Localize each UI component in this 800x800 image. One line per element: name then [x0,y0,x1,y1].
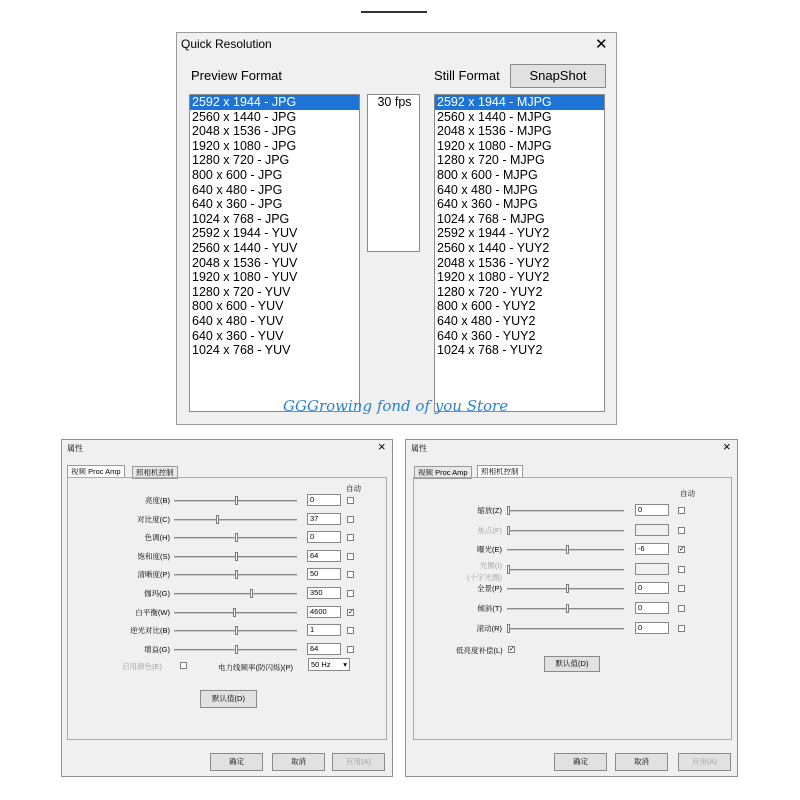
preview-format-option[interactable]: 1024 x 768 - JPG [192,211,290,226]
still-format-option[interactable]: 2048 x 1536 - YUY2 [437,255,550,270]
setting-value-field [635,524,669,536]
auto-checkbox[interactable]: ✓ [679,546,685,554]
preview-format-option[interactable]: 800 x 600 - JPG [192,167,283,182]
fps-list[interactable] [367,94,420,252]
top-divider-bar [361,11,427,13]
powerline-label: 电力线频率(防闪烁)(P) [218,663,293,672]
preview-format-option[interactable]: 640 x 360 - YUV [192,328,284,343]
still-format-label: Still Format [434,68,500,83]
tab-video-proc-amp[interactable]: 视频 Proc Amp [67,465,125,478]
setting-label: 亮度(B) [145,496,170,505]
setting-label: 滚动(R) [476,623,502,633]
store-watermark: GGGrowing fond of you Store [283,397,509,415]
preview-format-option[interactable]: 640 x 360 - JPG [192,197,283,212]
auto-checkbox[interactable] [347,571,354,578]
ok-button[interactable]: 确定 [554,753,607,771]
auto-checkbox[interactable] [678,507,685,514]
still-format-option[interactable]: 2592 x 1944 - YUY2 [437,226,550,241]
setting-label: 全景(P) [477,584,502,594]
auto-checkbox[interactable] [347,534,354,541]
tab-camera-control[interactable]: 照相机控制 [132,466,178,479]
preview-format-option[interactable]: 1280 x 720 - YUV [192,284,291,299]
setting-slider-thumb[interactable] [566,604,569,613]
auto-checkbox[interactable] [678,605,685,612]
still-format-option[interactable]: 1920 x 1080 - YUY2 [437,270,550,285]
close-icon[interactable]: × [723,439,731,454]
still-format-option[interactable]: 800 x 600 - YUY2 [437,299,536,314]
setting-slider-thumb[interactable] [507,624,510,633]
still-format-option[interactable]: 640 x 360 - MJPG [437,197,538,212]
auto-checkbox[interactable] [678,585,685,592]
preview-format-option[interactable]: 640 x 480 - JPG [192,182,283,197]
setting-slider-track [507,569,624,571]
setting-label: 白平衡(W) [135,607,170,617]
dialog-title: 属性 [411,444,427,453]
still-format-option[interactable]: 2560 x 1440 - MJPG [437,109,552,124]
still-format-option[interactable]: 1280 x 720 - YUY2 [437,284,543,299]
close-icon[interactable]: ✕ [595,36,608,53]
setting-value-field[interactable]: 37 [307,513,341,525]
low-light-checkbox[interactable]: ✓ [509,646,515,653]
setting-label: 色调(H) [144,533,170,543]
setting-slider-thumb[interactable] [566,545,569,554]
cancel-button[interactable]: 取消 [615,753,668,771]
preview-format-option[interactable]: 2560 x 1440 - JPG [192,109,297,124]
setting-slider-thumb[interactable] [235,496,238,505]
auto-checkbox[interactable] [347,553,354,560]
close-icon[interactable]: × [378,439,386,454]
auto-checkbox[interactable] [678,566,685,573]
setting-slider-thumb[interactable] [235,570,238,579]
auto-checkbox[interactable] [678,625,685,632]
setting-slider-thumb[interactable] [507,506,510,515]
setting-label: 曝光(E) [477,545,502,555]
setting-slider-thumb[interactable] [250,589,253,598]
setting-slider-track[interactable] [174,519,297,521]
setting-slider-thumb [507,565,510,574]
setting-value-field[interactable]: 1 [307,624,341,636]
setting-label: 光圈(I) [479,560,502,570]
preview-format-option[interactable]: 1280 x 720 - JPG [192,153,290,168]
setting-label: 焦点(F) [477,525,502,535]
snapshot-button[interactable]: SnapShot [510,64,606,88]
still-format-option[interactable]: 1920 x 1080 - MJPG [437,138,552,153]
setting-label: 伽玛(G) [144,589,170,598]
color-enable-checkbox[interactable] [180,662,187,669]
setting-value-field[interactable]: 0 [307,531,341,543]
chevron-down-icon: ▾ [343,660,347,669]
setting-label: 饱和度(S) [137,551,170,561]
setting-label: 缩放(Z) [477,506,502,515]
tab-video-proc-amp[interactable]: 视频 Proc Amp [414,466,472,479]
dialog-title: 属性 [67,444,83,453]
default-button[interactable]: 默认值(D) [200,690,257,708]
still-format-option[interactable]: 1024 x 768 - MJPG [437,211,545,226]
still-format-option[interactable]: 1280 x 720 - MJPG [437,153,545,168]
preview-format-label: Preview Format [191,68,283,83]
fps-option[interactable]: 30 fps [377,95,412,109]
setting-slider-track [507,530,624,532]
ok-button[interactable]: 确定 [210,753,263,771]
powerline-select[interactable] [308,658,350,671]
still-format-option[interactable]: 640 x 480 - YUY2 [437,313,536,328]
setting-value-field[interactable]: 0 [635,622,669,634]
preview-format-list[interactable] [189,94,360,412]
quick-resolution-dialog [176,32,617,425]
setting-value-field[interactable]: -6 [635,543,669,555]
setting-slider-thumb [507,526,510,535]
low-light-label: 低亮度补偿(L) [456,646,503,655]
setting-slider-track[interactable] [507,510,624,512]
setting-slider-track[interactable] [174,593,297,595]
setting-slider-thumb[interactable] [235,626,238,635]
setting-label: 逆光对比(B) [130,626,170,636]
preview-format-option[interactable]: 2048 x 1536 - YUV [192,255,298,270]
auto-checkbox[interactable] [347,590,354,597]
properties-dialog-camera [405,439,738,777]
setting-slider-thumb[interactable] [235,533,238,542]
setting-value-field [635,563,669,575]
preview-format-option[interactable]: 1024 x 768 - YUV [192,343,291,358]
dialog-title: Quick Resolution [181,37,272,51]
powerline-value: 50 Hz [311,660,331,669]
preview-format-option[interactable]: 2592 x 1944 - YUV [192,226,298,241]
still-format-option[interactable]: 2048 x 1536 - MJPG [437,124,552,139]
properties-dialog-video [61,439,393,777]
setting-value-field[interactable]: 0 [307,494,341,506]
apply-button[interactable]: 应用(A) [332,753,385,771]
still-format-option[interactable]: 2560 x 1440 - YUY2 [437,240,550,255]
setting-value-field[interactable]: 0 [635,504,669,516]
setting-value-field[interactable]: 64 [307,550,341,562]
preview-format-option[interactable]: 2560 x 1440 - YUV [192,240,298,255]
setting-value-field[interactable]: 50 [307,568,341,580]
auto-checkbox[interactable] [347,627,354,634]
setting-slider-thumb[interactable] [216,515,219,524]
preview-format-option[interactable]: 1920 x 1080 - YUV [192,270,298,285]
auto-checkbox[interactable] [347,646,354,653]
setting-value-field[interactable]: 350 [307,587,341,599]
setting-value-field[interactable]: 4600 [307,606,341,618]
auto-column-label: 自动 [346,484,361,493]
default-button[interactable]: 默认值(D) [544,656,600,672]
preview-format-option[interactable]: 1920 x 1080 - JPG [192,138,297,153]
color-enable-label: 启用颜色(E) [122,662,162,671]
setting-label: 对比度(C) [137,514,170,524]
still-format-option[interactable]: 640 x 360 - YUY2 [437,328,536,343]
auto-checkbox[interactable] [347,516,354,523]
still-format-option[interactable]: 2592 x 1944 - MJPG [435,95,604,110]
still-format-list[interactable] [434,94,605,412]
preview-format-option[interactable]: 2048 x 1536 - JPG [192,124,297,139]
tab-camera-control[interactable]: 照相机控制 [477,465,523,478]
setting-slider-thumb[interactable] [233,608,236,617]
setting-value-field[interactable]: 0 [635,602,669,614]
cancel-button[interactable]: 取消 [272,753,325,771]
setting-label: 清晰度(P) [137,570,170,580]
setting-label: 倾斜(T) [477,604,502,613]
setting-slider-track[interactable] [507,628,624,630]
preview-format-option[interactable]: 800 x 600 - YUV [192,299,284,314]
setting-value-field[interactable]: 64 [307,643,341,655]
setting-label: 增益(G) [144,644,170,654]
setting-value-field[interactable]: 0 [635,582,669,594]
auto-checkbox[interactable] [678,527,685,534]
still-format-option[interactable]: 640 x 480 - MJPG [437,182,538,197]
auto-checkbox[interactable] [347,497,354,504]
auto-checkbox[interactable]: ✓ [348,608,354,616]
apply-button[interactable]: 应用(A) [678,753,731,771]
setting-label-sub: (十字光圈) [467,572,502,582]
preview-format-option[interactable]: 640 x 480 - YUV [192,313,284,328]
setting-slider-thumb[interactable] [235,645,238,654]
preview-format-option[interactable]: 2592 x 1944 - JPG [190,95,359,110]
still-format-option[interactable]: 1024 x 768 - YUY2 [437,343,543,358]
setting-slider-thumb[interactable] [235,552,238,561]
still-format-option[interactable]: 800 x 600 - MJPG [437,167,538,182]
auto-column-label: 自动 [680,489,695,498]
setting-slider-thumb[interactable] [566,584,569,593]
